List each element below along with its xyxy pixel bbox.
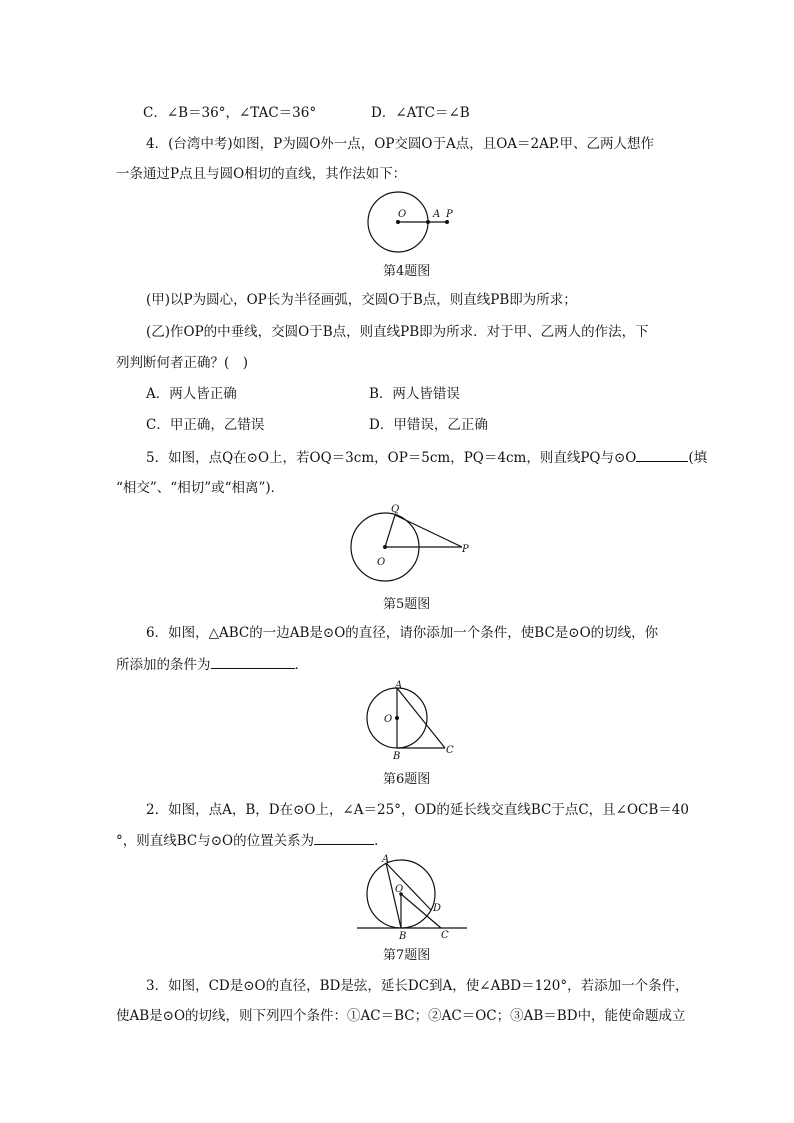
option-c: C．∠B＝36°，∠TAC＝36° <box>143 105 317 121</box>
q3-stem-line1: 3．如图，CD是⊙O的直径，BD是弦，延长DC到A，使∠ABD＝120°，若添加一个条件， <box>146 978 689 994</box>
q4-option-b: B．两人皆错误 <box>369 386 460 402</box>
q5-stem-fill-hint: (填 <box>688 450 708 466</box>
point-o <box>396 220 400 224</box>
q4-method-yi-line2: 列判断何者正确？( ) <box>116 355 249 371</box>
q4-figure <box>360 190 460 260</box>
q2-stem-end: ． <box>374 833 388 849</box>
q4-option-c: C．甲正确，乙错误 <box>146 417 265 433</box>
label-o: O <box>377 557 386 568</box>
label-p: P <box>462 544 469 555</box>
q4-stem-line1: 4．(台湾中考)如图，P为圆O外一点，OP交圆O于A点，且OA＝2AP.甲、乙两人想作 <box>146 136 655 152</box>
label-a: A <box>433 209 441 220</box>
q7-figure <box>355 853 475 943</box>
q6-stem-line2 <box>116 654 308 675</box>
answer-blank <box>211 654 295 669</box>
q2-stem-text: °，则直线BC与⊙O的位置关系为 <box>116 833 315 849</box>
segment-ab <box>386 863 404 928</box>
point-a <box>426 220 430 224</box>
q5-stem-line1 <box>146 447 707 468</box>
label-q: Q <box>391 504 400 515</box>
label-b: B <box>399 931 407 942</box>
label-o: O <box>398 209 407 220</box>
q5-stem-line2: “相交”、“相切”或“相离”)． <box>116 480 285 496</box>
label-b: B <box>393 751 401 762</box>
label-d: D <box>433 903 442 914</box>
point-p <box>445 220 449 224</box>
q5-caption: 第5题图 <box>383 597 431 612</box>
q4-method-jia: (甲)以P为圆心，OP长为半径画弧，交圆O于B点，则直线PB即为所求； <box>146 292 577 308</box>
option-d: D．∠ATC＝∠B <box>371 105 470 121</box>
segment-qp <box>395 515 462 547</box>
label-a: A <box>382 854 390 865</box>
q4-caption: 第4题图 <box>383 264 431 279</box>
answer-blank <box>314 830 374 845</box>
label-o: O <box>384 714 393 725</box>
q6-figure <box>362 680 462 760</box>
segment-ac <box>397 688 445 748</box>
q6-stem-text: 所添加的条件为 <box>116 657 211 673</box>
q5-figure <box>345 503 475 583</box>
q6-stem-end: ． <box>294 657 308 673</box>
q2-stem-line2 <box>116 830 388 851</box>
segment-ad <box>386 863 431 910</box>
segment-oq <box>385 515 395 547</box>
q2-stem-line1: 2．如图，点A，B，D在⊙O上，∠A＝25°，OD的延长线交直线BC于点C，且∠OCB＝40 <box>146 802 689 818</box>
q6-caption: 第6题图 <box>383 772 431 787</box>
q4-option-d: D．甲错误，乙正确 <box>369 417 488 433</box>
q4-stem-line2: 一条通过P点且与圆O相切的直线，其作法如下： <box>116 166 407 182</box>
q6-stem-line1: 6．如图，△ABC的一边AB是⊙O的直径，请你添加一个条件，使BC是⊙O的切线，你 <box>146 625 659 641</box>
q5-stem-text: 5．如图，点Q在⊙O上，若OQ＝3cm，OP＝5cm，PQ＝4cm，则直线PQ与⊙O <box>146 450 637 466</box>
q4-option-a: A．两人皆正确 <box>146 386 237 402</box>
label-a: A <box>395 680 403 691</box>
label-p: P <box>446 209 453 220</box>
q4-method-yi-line1: (乙)作OP的中垂线，交圆O于B点，则直线PB即为所求．对于甲、乙两人的作法，下 <box>146 324 649 340</box>
q3-stem-line2: 使AB是⊙O的切线，则下列四个条件：①AC＝BC；②AC＝OC；③AB＝BD中，能使命题成立 <box>116 1008 686 1024</box>
label-o: O <box>395 884 404 895</box>
label-c: C <box>446 745 454 756</box>
point-o <box>383 545 387 549</box>
point-o <box>395 716 399 720</box>
label-c: C <box>441 930 449 941</box>
answer-blank <box>636 447 688 462</box>
q7-caption: 第7题图 <box>383 948 431 963</box>
